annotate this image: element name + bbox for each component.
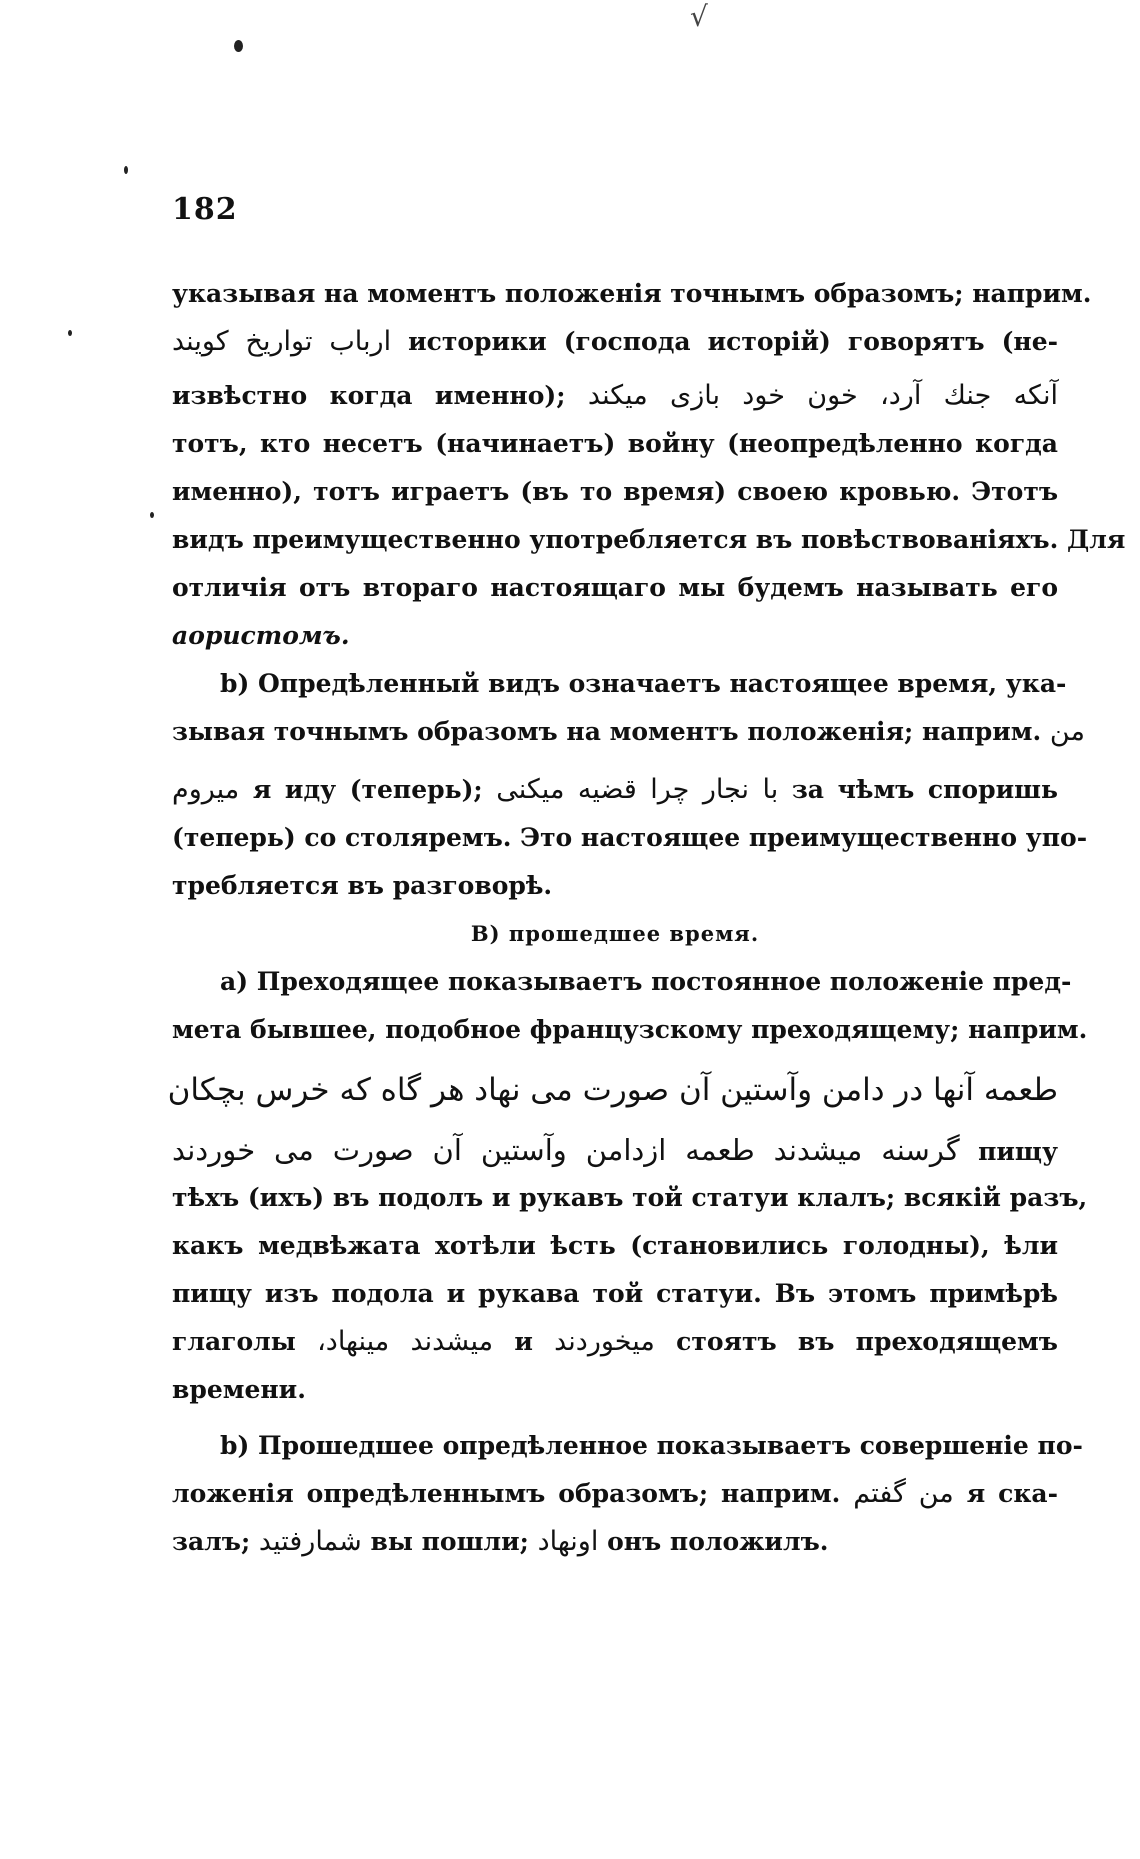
text-line-content: зывая точнымъ образомъ на моментъ положенія; наприм. (172, 717, 1042, 746)
text-line (172, 814, 1088, 862)
text-line-content: залъ; (172, 1527, 251, 1556)
text-line (172, 766, 1058, 814)
page-number: 182 (172, 192, 238, 227)
text-line-content: стоятъ въ преходящемъ (676, 1327, 1058, 1356)
persian-phrase: با نجار چرا قضیه میکنی (496, 774, 779, 805)
text-line-content: глаголы (172, 1327, 296, 1356)
text-line-content: указывая на моментъ положенія точнымъ образомъ; наприм. (172, 279, 1092, 308)
text-line-content: я иду (теперь); (252, 775, 483, 804)
text-line (172, 372, 1058, 420)
persian-word: مینهاد، (317, 1326, 390, 1357)
text-line (167, 1066, 1058, 1114)
text-line (172, 1270, 1058, 1318)
text-line-content: (теперь) со столяремъ. Это настоящее преимущественно упо- (172, 823, 1088, 852)
persian-word: میشدند (410, 1326, 494, 1357)
persian-word: شمارفتید (258, 1526, 362, 1557)
margin-check-mark: √ (690, 0, 708, 33)
text-line-content: пищу изъ подола и рукава той статуи. Въ этомъ примѣрѣ (172, 1279, 1058, 1308)
text-line-content: за чѣмъ споришь (791, 775, 1058, 804)
text-line-content: требляется въ разговорѣ. (172, 871, 553, 900)
text-line-content: ложенія опредѣленнымъ образомъ; наприм. (172, 1479, 841, 1508)
persian-word: میخوردند (554, 1326, 655, 1357)
ink-speck (150, 512, 154, 518)
persian-sentence: طعمه آنها در دامن وآستین آن صورت می نهاد هر گاه که خرس بچکان (167, 1072, 1058, 1108)
text-line-content: мета бывшее, подобное французскому преходящему; наприм. (172, 1015, 1088, 1044)
page-body (167, 270, 1126, 1566)
text-line-content: извѣстно когда именно); (172, 381, 566, 410)
text-line (172, 708, 1085, 756)
italic-term: аористомъ. (172, 621, 350, 650)
text-line (172, 958, 1072, 1006)
persian-phrase: ارباب تواریخ کویند (172, 326, 392, 357)
text-line (172, 1126, 1058, 1174)
text-line (172, 516, 1126, 564)
text-line (172, 660, 1067, 708)
text-line (172, 1318, 1058, 1366)
section-heading-text: В) прошедшее время. (470, 921, 760, 946)
text-line (172, 862, 1058, 910)
text-line-content: именно), тотъ играетъ (въ то время) своею кровью. Этотъ (172, 477, 1058, 506)
text-line-content: b) Прошедшее опредѣленное показываетъ совершеніе по- (220, 1431, 1083, 1460)
persian-phrase: آنکه جنك آرد، خون خود بازی میکند (587, 380, 1058, 411)
text-line (172, 270, 1092, 318)
persian-phrase: من گفتم (853, 1478, 954, 1509)
text-line-content: тотъ, кто несетъ (начинаетъ) войну (неопредѣленно когда (172, 429, 1058, 458)
persian-word: اونهاد (537, 1526, 599, 1557)
text-line-content: вы пошли; (370, 1527, 529, 1556)
persian-phrase: من (1049, 716, 1085, 747)
text-line-content: a) Преходящее показываетъ постоянное положеніе пред- (220, 967, 1072, 996)
text-line (172, 1470, 1058, 1518)
text-line (172, 1006, 1088, 1054)
text-line-content: какъ медвѣжата хотѣли ѣсть (становились голодны), ѣли (172, 1231, 1058, 1260)
ink-speck (234, 40, 243, 52)
text-line-content: времени. (172, 1375, 306, 1404)
text-line (172, 1518, 1058, 1566)
persian-phrase: میروم (172, 774, 240, 805)
ink-speck (124, 166, 128, 174)
text-line (172, 1422, 1083, 1470)
text-line (172, 1174, 1088, 1222)
ink-speck (68, 330, 72, 336)
text-line (172, 318, 1058, 366)
text-line-content: пищу (978, 1137, 1058, 1166)
text-line-content: историки (господа исторій) говорятъ (не- (408, 327, 1058, 356)
text-line-content: b) Опредѣленный видъ означаетъ настоящее время, ука- (220, 669, 1067, 698)
text-line-content: отличія отъ втораго настоящаго мы будемъ называть его (172, 573, 1058, 602)
section-heading (172, 910, 1058, 958)
text-line (172, 612, 1058, 660)
text-line (172, 468, 1058, 516)
text-line (172, 1366, 1058, 1414)
text-line-content: я ска- (966, 1479, 1058, 1508)
text-line (172, 420, 1058, 468)
persian-sentence: گرسنه میشدند طعمه ازدامن وآستین آن صورت می خوردند (172, 1133, 960, 1167)
text-line-content: и (514, 1327, 533, 1356)
text-line-content: видъ преимущественно употребляется въ повѣствованіяхъ. Для (172, 525, 1126, 554)
text-line-content: онъ положилъ. (607, 1527, 829, 1556)
text-line (172, 564, 1058, 612)
text-line-content: тѣхъ (ихъ) въ подолъ и рукавъ той статуи клалъ; всякій разъ, (172, 1183, 1088, 1212)
text-line (172, 1222, 1058, 1270)
